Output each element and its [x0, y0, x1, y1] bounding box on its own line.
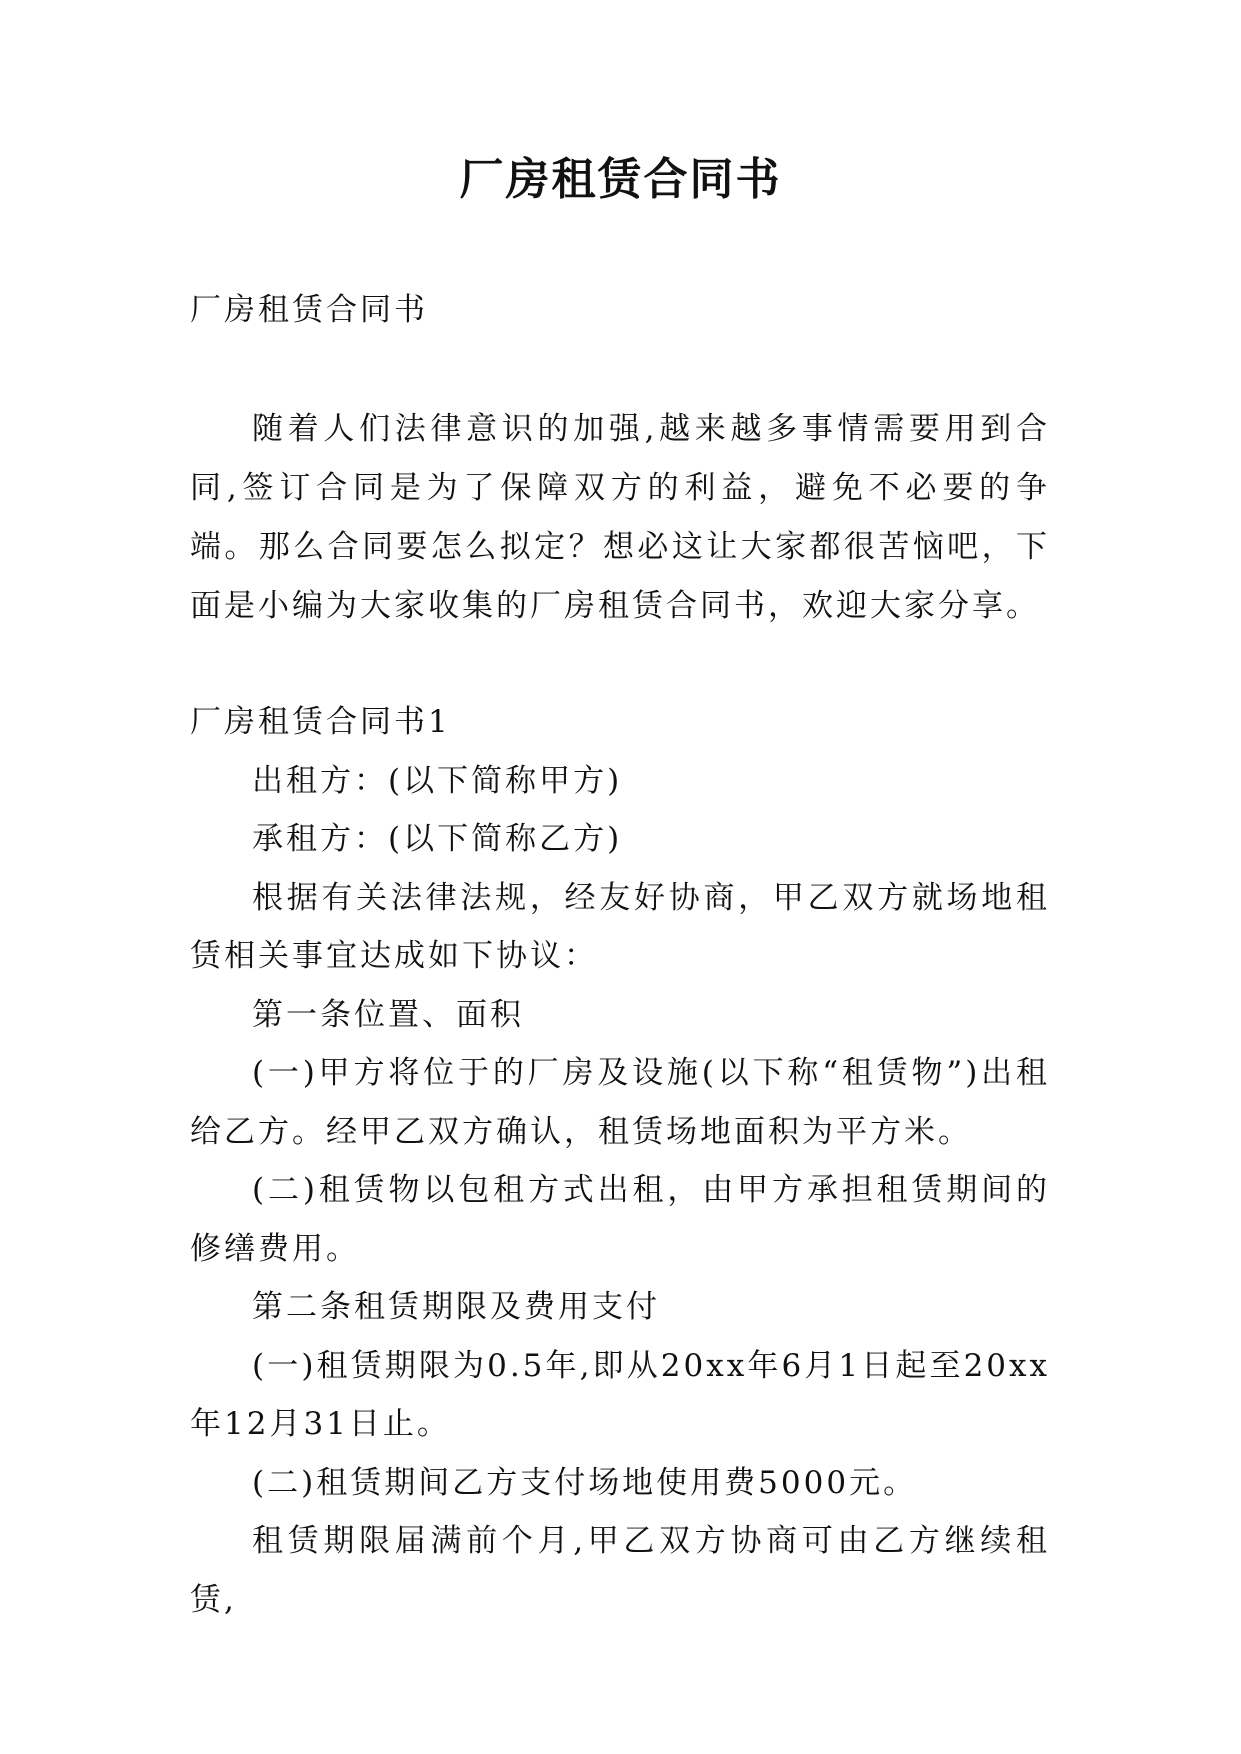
document-subtitle: 厂房租赁合同书 — [190, 292, 428, 328]
article-two-clause-2: (二)租赁期间乙方支付场地使用费5000元。 — [252, 1464, 918, 1501]
intro-text: 随着人们法律意识的加强,越来越多事情需要用到合同,签订合同是为了保障双方的利益，避免不必要的争端。那么合同要怎么拟定？想必这让大家都很苦恼吧，下面是小编为大家收集的厂房租赁合同书，欢迎大家分享。 — [190, 411, 1050, 624]
article-two-clause-1: (一)租赁期限为0.5年,即从20xx年6月1日起至20xx年12月31日止。 — [190, 1347, 1050, 1442]
lessor-line: 出租方：(以下简称甲方) — [252, 762, 623, 799]
lessee-line: 承租方：(以下简称乙方) — [252, 821, 623, 857]
document-title: 厂房租赁合同书 — [459, 154, 782, 205]
intro-paragraph — [190, 400, 1050, 636]
article-two-heading: 第二条租赁期限及费用支付 — [252, 1289, 660, 1325]
preamble-paragraph: 根据有关法律法规，经友好协商，甲乙双方就场地租赁相关事宜达成如下协议： — [190, 879, 1050, 974]
article-one-clause-1: (一)甲方将位于的厂房及设施(以下称“租赁物”)出租给乙方。经甲乙双方确认，租赁场地面积为平方米。 — [190, 1055, 1050, 1150]
article-one-heading: 第一条位置、面积 — [252, 996, 524, 1033]
renewal-paragraph: 租赁期限届满前个月,甲乙双方协商可由乙方继续租赁, — [190, 1523, 1050, 1618]
article-one-clause-2: (二)租赁物以包租方式出租，由甲方承担租赁期间的修缮费用。 — [190, 1172, 1050, 1267]
contract-section — [190, 693, 1050, 1629]
section-heading: 厂房租赁合同书1 — [190, 704, 451, 740]
